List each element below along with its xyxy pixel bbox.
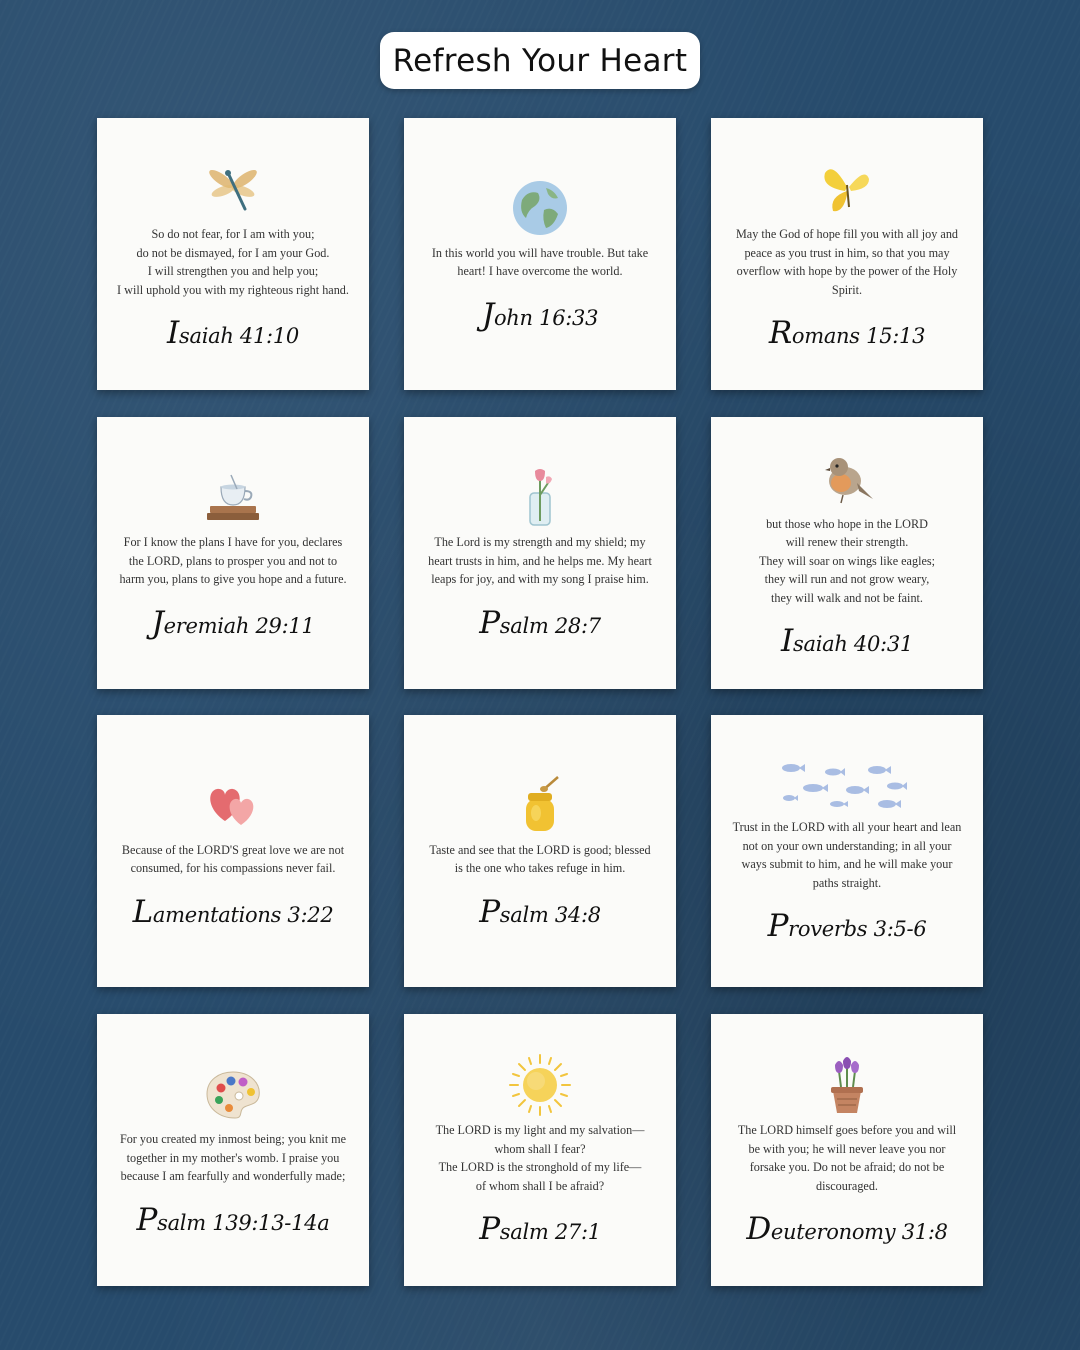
verse-text: For I know the plans I have for you, declares the LORD, plans to prosper you and not to harm you, plans to give you hope and a future. <box>119 535 347 587</box>
verse-reference: Romans 15:13 <box>768 315 926 351</box>
verse-card <box>97 118 369 390</box>
verse-reference: Jeremiah 29:11 <box>151 604 315 641</box>
verse-reference: Deuteronomy 31:8 <box>746 1211 948 1247</box>
tulip-jar-icon <box>508 465 572 529</box>
verse-card <box>404 118 676 390</box>
verse-text: For you created my inmost being; you knit me together in my mother's womb. I praise you because I am fearfully and wonderfully made; <box>119 1132 347 1184</box>
sun-icon <box>508 1053 572 1117</box>
dragonfly-icon <box>201 157 265 221</box>
verse-card <box>97 1014 369 1286</box>
verse-reference: Psalm 34:8 <box>479 893 601 930</box>
verse-text: Because of the LORD'S great love we are not consumed, for his compassions never fail. <box>121 842 345 875</box>
verse-card <box>711 1014 983 1286</box>
verse-card <box>711 417 983 689</box>
crocus-pot-icon <box>815 1053 879 1117</box>
verse-text: The Lord is my strength and my shield; my heart trusts in him, and he helps me. My heart leaps for joy, and with my song I praise him. <box>428 535 652 587</box>
verse-reference: John 16:33 <box>481 296 599 333</box>
butterfly-icon <box>815 157 879 221</box>
verse-text: but those who hope in the LORD will renew their strength. They will soar on wings like eagles; they will run and not grow weary, they will walk and not be faint. <box>758 516 935 605</box>
verse-text: Trust in the LORD with all your heart and lean not on your own understanding; in all your ways submit to him, and he will make your paths straight. <box>732 820 962 890</box>
honey-jar-icon <box>508 773 572 837</box>
verse-text: So do not fear, for I am with you; do not be dismayed, for I am your God. I will strengthen you and help you; I will uphold you with my righteous right hand. <box>117 227 349 297</box>
verse-card <box>97 715 369 987</box>
globe-icon <box>508 176 572 240</box>
verse-reference: Isaiah 40:31 <box>781 623 913 660</box>
paint-palette-icon <box>201 1062 265 1126</box>
robin-bird-icon <box>815 447 879 511</box>
verse-reference: Lamentations 3:22 <box>132 893 334 930</box>
verse-text: May the God of hope fill you with all joy and peace as you trust in him, so that you may overflow with hope by the power of the Holy Spirit. <box>735 227 959 297</box>
verse-text: The LORD himself goes before you and will be with you; he will never leave you nor forsake you. Do not be afraid; do not be discouraged. <box>737 1123 957 1193</box>
verse-card <box>404 417 676 689</box>
verse-reference: Psalm 28:7 <box>479 604 601 641</box>
verse-reference: Psalm 27:1 <box>479 1211 601 1247</box>
verse-text: Taste and see that the LORD is good; blessed is the one who takes refuge in him. <box>429 842 651 875</box>
verse-card <box>711 118 983 390</box>
verse-reference: Isaiah 41:10 <box>167 315 299 351</box>
verse-text: In this world you will have trouble. But take heart! I have overcome the world. <box>431 245 649 278</box>
verse-card <box>97 417 369 689</box>
verse-card <box>711 715 983 987</box>
hearts-icon <box>201 773 265 837</box>
fish-school-icon <box>777 758 917 814</box>
teacup-books-icon <box>201 465 265 529</box>
verse-reference: Proverbs 3:5-6 <box>767 908 927 944</box>
page-title: Refresh Your Heart <box>380 32 700 89</box>
verse-text: The LORD is my light and my salvation— whom shall I fear? The LORD is the stronghold of my life— of whom shall I be afraid? <box>435 1123 645 1193</box>
verse-reference: Psalm 139:13-14a <box>136 1201 330 1238</box>
verse-card <box>404 715 676 987</box>
verse-card <box>404 1014 676 1286</box>
